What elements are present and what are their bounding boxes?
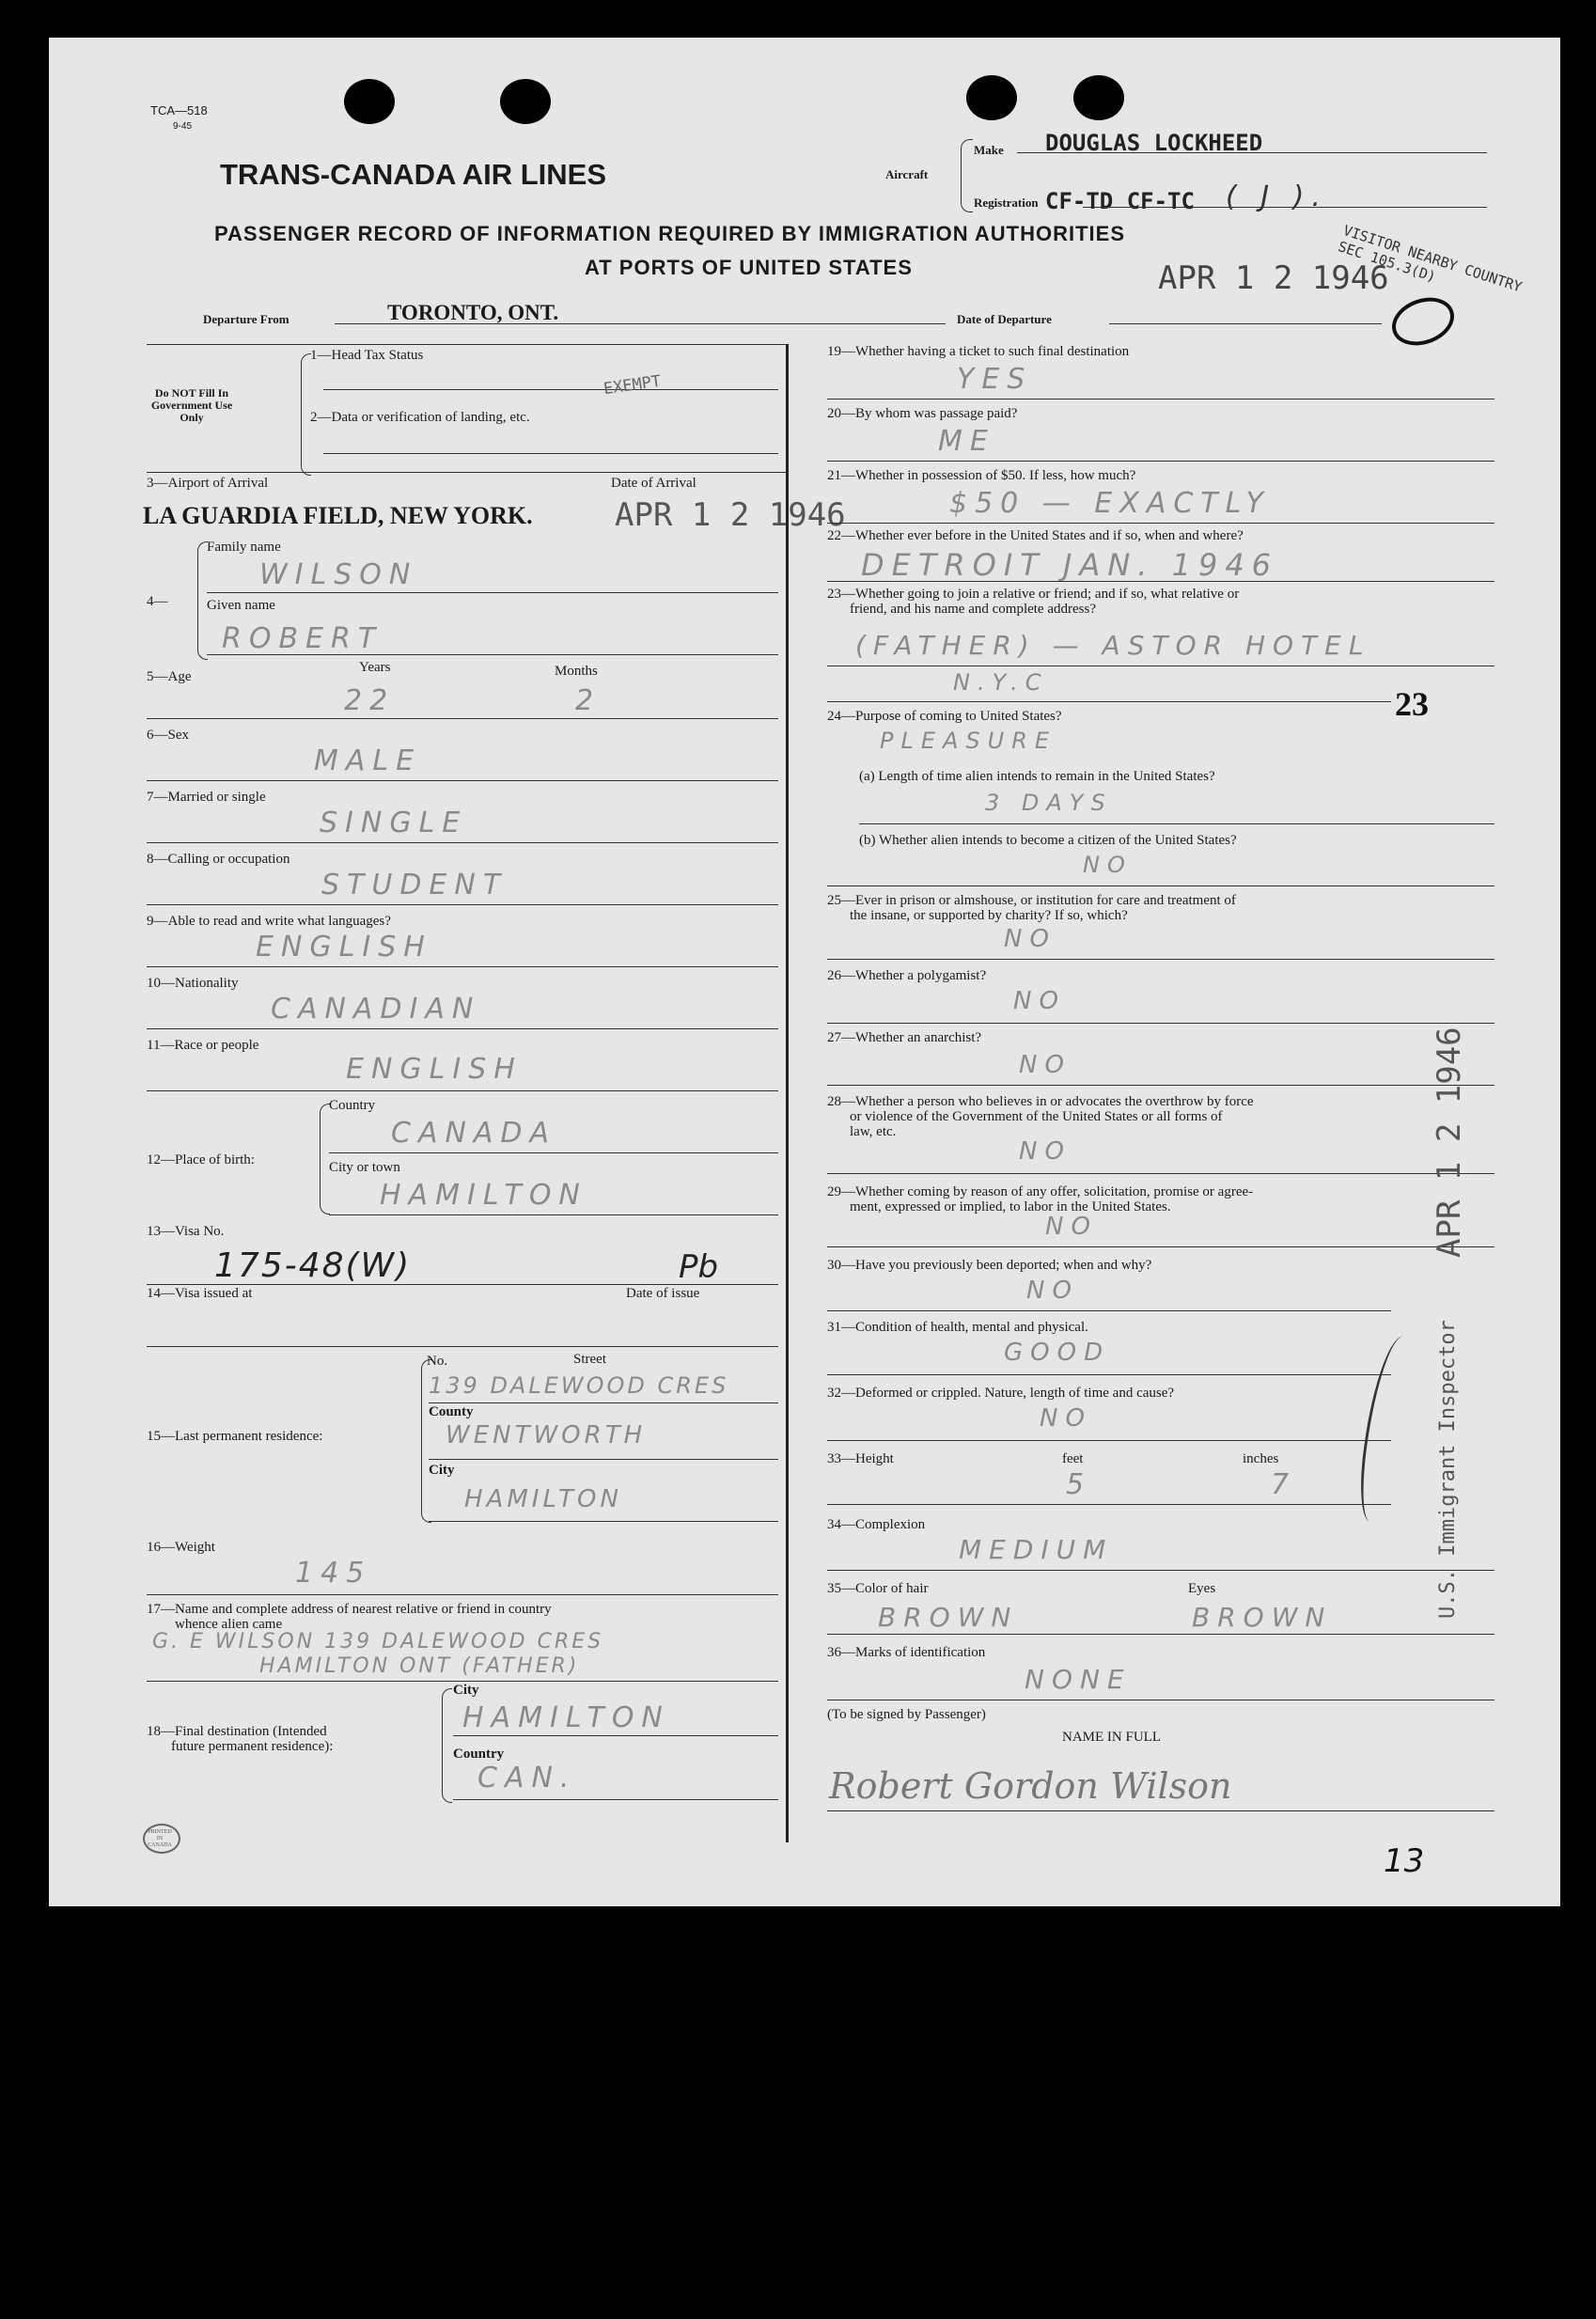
occupation-line [147,904,778,905]
field-15-label: 15—Last permanent residence: [147,1429,323,1444]
field-24b-line [827,885,1494,886]
final-country-line [453,1799,778,1800]
field-20-line [827,461,1494,462]
corner-number: 13 [1384,1842,1425,1880]
make-line [1017,152,1487,153]
field-23-value2: N.Y.C [953,669,1049,696]
field-25-line [827,959,1494,960]
age-years-value: 22 [344,684,396,717]
field-29-line [827,1246,1494,1247]
field-23-value1: (FATHER) — ASTOR HOTEL [855,630,1371,661]
no-label: No. [427,1354,448,1369]
field-17-label2: whence alien came [175,1617,283,1632]
years-label: Years [359,660,391,675]
registration-value: CF-TD CF-TC [1045,188,1195,214]
birth-city-line [329,1214,778,1215]
column-divider [786,344,789,1842]
field-21-label: 21—Whether in possession of $50. If less, how much? [827,468,1136,483]
field-33-label: 33—Height [827,1451,894,1466]
field-30-label: 30—Have you previously been deported; when and why? [827,1258,1152,1273]
field-12-label: 12—Place of birth: [147,1152,255,1167]
arrival-stamp: APR 1 2 1946 [615,496,846,534]
name-in-full-label: NAME IN FULL [1062,1730,1161,1745]
field-18-country-label: Country [453,1747,505,1762]
signature-line [827,1810,1494,1811]
field-23-label2: friend, and his name and complete address? [850,602,1096,617]
visa-initials: Pb [679,1248,719,1286]
inches-label: inches [1243,1451,1279,1466]
street-label: Street [573,1352,606,1367]
form-number: TCA—518 [150,103,208,118]
eyes-label: Eyes [1188,1581,1216,1596]
relative-line1: G. E WILSON 139 DALEWOOD CRES [152,1630,604,1653]
page-number: 23 [1395,685,1429,723]
punch-hole [500,79,551,124]
family-name-value: WILSON [259,558,418,591]
form-title-line2: AT PORTS OF UNITED STATES [585,256,913,279]
field-29-label1: 29—Whether coming by reason of any offer, solicitation, promise or agree- [827,1184,1254,1199]
languages-line [147,966,778,967]
field-5-label: 5—Age [147,669,192,684]
married-line [147,842,778,843]
country-label: Country [329,1098,376,1113]
residence-city-value: HAMILTON [464,1485,622,1513]
departure-date-stamp: APR 1 2 1946 [1158,259,1389,297]
field-35-label: 35—Color of hair [827,1581,929,1596]
family-name-line [207,592,778,593]
nationality-line [147,1028,778,1029]
field-21-line [827,523,1494,524]
form-date: 9-45 [173,121,193,132]
field-36-label: 36—Marks of identification [827,1645,986,1660]
field-34-label: 34—Complexion [827,1517,926,1532]
race-value: ENGLISH [346,1053,523,1086]
field-17-label: 17—Name and complete address of nearest relative or friend in country [147,1602,552,1617]
final-country-value: CAN. [477,1762,577,1794]
inspector-initials [1353,1333,1419,1525]
field-32-line [827,1440,1391,1441]
field-34-value: MEDIUM [959,1534,1114,1565]
field-31-label: 31—Condition of health, mental and physical. [827,1320,1088,1335]
field-20-value: ME [938,425,995,458]
sex-value: MALE [314,744,422,777]
county-label: County [429,1404,474,1419]
circle-mark [1385,290,1461,353]
field-27-value: NO [1019,1051,1072,1079]
field-24-value: PLEASURE [880,728,1057,754]
aircraft-label: Aircraft [885,167,929,181]
sex-line [147,780,778,781]
family-name-label: Family name [207,540,281,555]
relative-line [147,1681,778,1682]
field-11-label: 11—Race or people [147,1038,259,1053]
given-name-label: Given name [207,598,275,613]
birth-country-value: CANADA [391,1117,557,1150]
field-31-value: GOOD [1004,1339,1111,1367]
visa-issued-line [147,1346,778,1347]
field-7-label: 7—Married or single [147,790,266,805]
field-27-label: 27—Whether an anarchist? [827,1030,982,1045]
field-33-line [827,1504,1391,1505]
registration-hand: ( J ). [1226,180,1328,213]
field-2-stamp: EXEMPT [602,371,663,400]
field-2-line [323,453,778,454]
registration-label: Registration [974,196,1039,210]
field-25-value: NO [1004,925,1056,953]
race-line [147,1090,778,1091]
departure-from-value: TORONTO, ONT. [387,301,559,324]
birth-bracket [320,1104,330,1214]
printed-in-canada-text: PRINTED IN CANADA [148,1829,172,1848]
residence-city-line [429,1521,778,1522]
height-feet-value: 5 [1066,1468,1092,1501]
punch-hole [966,75,1017,120]
field-26-line [827,1023,1494,1024]
destination-bracket [442,1688,452,1803]
field-31-line [827,1374,1391,1375]
top-rule [147,344,786,345]
field-10-label: 10—Nationality [147,976,239,991]
final-city-line [453,1735,778,1736]
registration-line [1083,207,1487,208]
occupation-value: STUDENT [321,869,509,901]
birth-country-line [329,1152,778,1153]
make-value: DOUGLAS LOCKHEED [1045,130,1263,156]
visa-value: 175-48(W) [214,1246,412,1285]
date-of-departure-label: Date of Departure [957,312,1052,326]
field-22-label: 22—Whether ever before in the United States and if so, when and where? [827,528,1244,543]
field-34-line [827,1570,1494,1571]
relative-line2: HAMILTON ONT (FATHER) [259,1654,580,1678]
punch-hole [344,79,395,124]
departure-line [335,323,946,324]
field-29-label2: ment, expressed or implied, to labor in the United States. [850,1199,1171,1214]
age-months-value: 2 [575,684,602,717]
final-city-value: HAMILTON [462,1701,670,1734]
birth-city-value: HAMILTON [380,1179,587,1212]
given-name-value: ROBERT [222,622,383,655]
field-24a-label: (a) Length of time alien intends to remain in the United States? [859,769,1215,784]
field-20-label: 20—By whom was passage paid? [827,406,1018,421]
field-9-label: 9—Able to read and write what languages? [147,914,391,929]
field-1-label: 1—Head Tax Status [310,348,424,363]
field-30-line [827,1310,1391,1311]
field-23-line2 [827,701,1391,702]
field-36-value: NONE [1025,1664,1132,1695]
field-24b-label: (b) Whether alien intends to become a citizen of the United States? [859,833,1237,848]
field-35-line [827,1634,1494,1635]
residence-county-line [429,1459,778,1460]
field-28-label2: or violence of the Government of the United States or all forms of [850,1109,1223,1124]
passenger-signature: Robert Gordon Wilson [829,1765,1232,1807]
weight-line [147,1594,778,1595]
field-22-line [827,581,1494,582]
field-28-label3: law, etc. [850,1124,897,1139]
field-13-label: 13—Visa No. [147,1224,225,1239]
given-name-line [207,654,778,655]
field-18-label2: future permanent residence): [171,1739,334,1754]
field-2-label: 2—Data or verification of landing, etc. [310,410,530,425]
months-label: Months [555,664,598,679]
aircraft-bracket [961,139,973,212]
field-18-label1: 18—Final destination (Intended [147,1724,327,1739]
age-line [147,718,778,719]
field-28-value: NO [1019,1137,1072,1166]
inspector-stamp: U.S. Immigrant Inspector [1436,1320,1460,1619]
field-26-label: 26—Whether a polygamist? [827,968,987,983]
residence-street-value: 139 DALEWOOD CRES [429,1372,729,1399]
field-32-label: 32—Deformed or crippled. Nature, length of time and cause? [827,1386,1175,1401]
field-28-line [827,1173,1494,1174]
date-departure-line [1109,323,1382,324]
field-30-value: NO [1026,1277,1079,1305]
field-23-label1: 23—Whether going to join a relative or friend; and if so, what relative or [827,587,1240,602]
nationality-value: CANADIAN [271,993,481,1026]
married-value: SINGLE [320,807,468,839]
languages-value: ENGLISH [256,931,432,964]
field-14-label: 14—Visa issued at [147,1286,253,1301]
field-18-city-label: City [453,1683,479,1698]
residence-county-value: WENTWORTH [446,1421,647,1449]
field-6-label: 6—Sex [147,728,189,743]
city-town-label: City or town [329,1160,400,1175]
residence-street-line [429,1402,778,1403]
field-25-label1: 25—Ever in prison or almshouse, or institution for care and treatment of [827,893,1236,908]
field-24b-value: NO [1083,852,1133,878]
field-26-value: NO [1013,987,1066,1015]
make-label: Make [974,143,1004,157]
field-28-label1: 28—Whether a person who believes in or advocates the overthrow by force [827,1094,1254,1109]
date-arrival-label: Date of Arrival [611,476,696,491]
field-22-value: DETROIT JAN. 1946 [861,547,1279,583]
city-label: City [429,1463,455,1478]
field-19-value: YES [957,363,1033,396]
field-29-value: NO [1045,1213,1098,1241]
weight-value: 145 [295,1557,372,1590]
height-inches-value: 7 [1271,1468,1297,1501]
field-4-label: 4— [147,594,168,609]
inspector-date-stamp: APR 1 2 1946 [1431,1026,1468,1258]
visa-line [147,1284,778,1285]
form-page [49,38,1560,1906]
sign-label: (To be signed by Passenger) [827,1707,986,1722]
field-3-label: 3—Airport of Arrival [147,476,269,491]
government-use-note: Do NOT Fill In Government Use Only [150,386,233,424]
field-25-label2: the insane, or supported by charity? If so, which? [850,908,1128,923]
form-title-line1: PASSENGER RECORD OF INFORMATION REQUIRED BY IMMIGRATION AUTHORITIES [214,222,1126,245]
feet-label: feet [1062,1451,1084,1466]
field-19-line [827,399,1494,400]
field-24a-value: 3 DAYS [985,790,1113,816]
field-32-value: NO [1040,1404,1092,1433]
field-24-label: 24—Purpose of coming to United States? [827,709,1062,724]
airport-value: LA GUARDIA FIELD, NEW YORK. [143,502,533,529]
airline-name: TRANS-CANADA AIR LINES [220,158,607,191]
hair-value: BROWN [878,1602,1019,1633]
departure-from-label: Departure From [203,312,289,326]
field-24a-line [859,823,1494,824]
gov-rule [147,472,786,473]
field-27-line [827,1085,1494,1086]
field-8-label: 8—Calling or occupation [147,852,290,867]
field-16-label: 16—Weight [147,1540,215,1555]
date-issue-label: Date of issue [626,1286,700,1301]
punch-hole [1073,75,1124,120]
visitor-stamp: VISITOR NEARBY COUNTRY SEC 105.3(D) [1336,221,1525,296]
field-21-value: $50 — EXACTLY [949,487,1271,520]
field-1-line [323,389,778,390]
field-19-label: 19—Whether having a ticket to such final destination [827,344,1130,359]
eyes-value: BROWN [1192,1602,1333,1633]
